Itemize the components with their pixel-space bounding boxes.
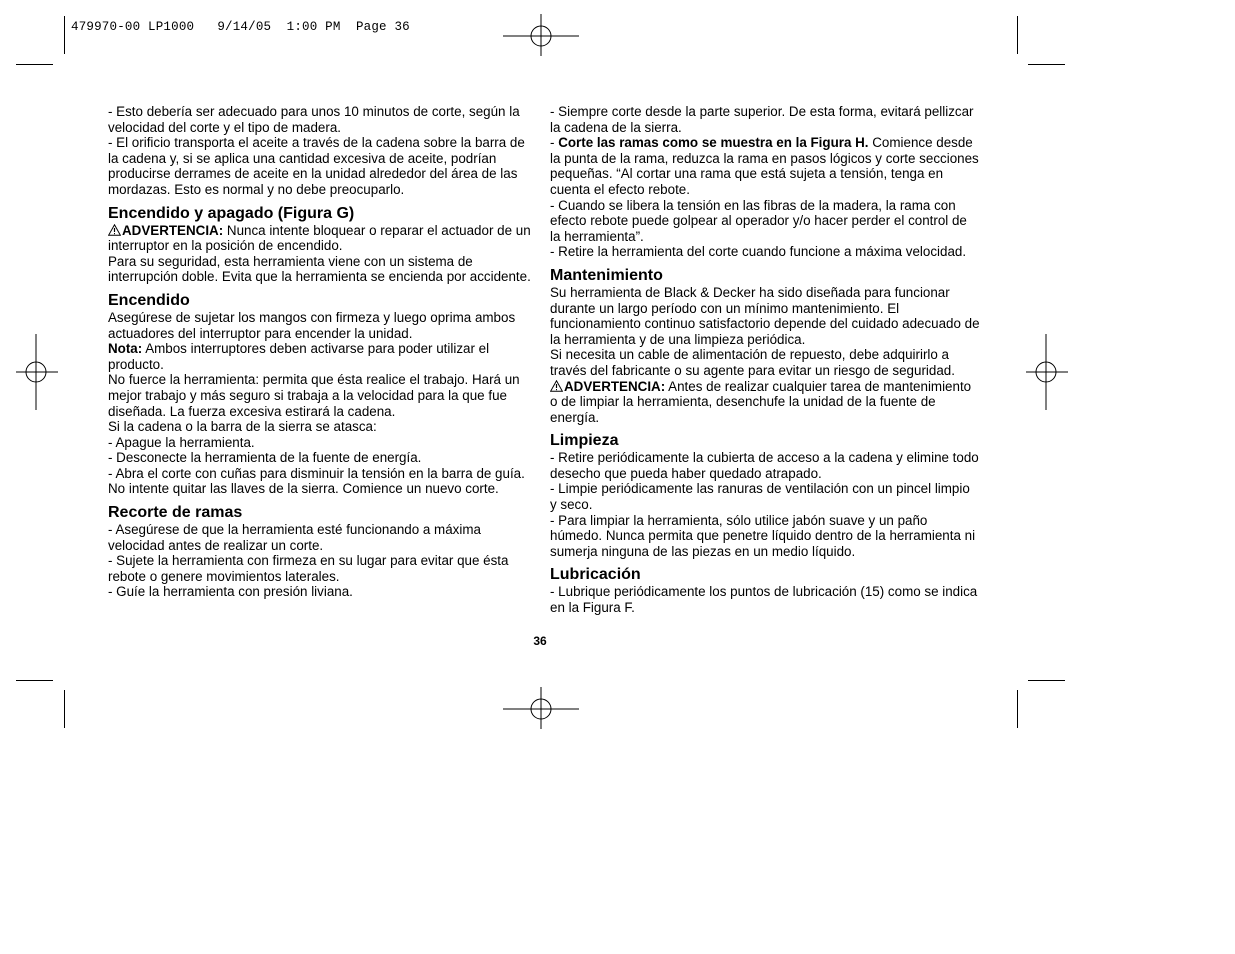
note-paragraph xyxy=(108,341,538,372)
list-item: - Sujete la herramienta con firmeza en su lugar para evitar que ésta rebote o genere movimientos laterales. xyxy=(108,553,509,584)
crop-mark xyxy=(16,64,53,65)
list-item: - Apague la herramienta. xyxy=(108,434,255,450)
bold-instruction: Corte las ramas como se muestra en la Figura H. xyxy=(558,135,869,151)
warning-paragraph xyxy=(550,379,980,426)
warning-triangle-icon xyxy=(108,224,121,236)
print-slug: 479970-00 LP1000 9/14/05 1:00 PM Page 36 xyxy=(71,20,410,34)
intro-paragraph: - El orificio transporta el aceite a través de la cadena sobre la barra de la cadena y, si se aplica una cantidad excesiva de aceite, podrían producirse derrames de aceite en la unidad alrededor del área de las mordazas. Esto es normal y no debe preocuparlo. xyxy=(108,135,525,197)
body-paragraph: Asegúrese de sujetar los mangos con firmeza y luego oprima ambos actuadores del interruptor para encender la unidad. xyxy=(108,309,516,341)
body-paragraph: Si la cadena o la barra de la sierra se atasca: xyxy=(108,419,377,435)
section-heading-switch: Encendido y apagado (Figura G) xyxy=(108,204,355,222)
list-dash: - xyxy=(550,135,559,151)
crop-mark xyxy=(64,690,65,728)
note-label: Nota: xyxy=(108,341,143,357)
list-item xyxy=(550,135,980,197)
page-number: 36 xyxy=(533,634,547,648)
registration-mark-icon xyxy=(1008,334,1084,410)
list-item: - Cuando se libera la tensión en las fibras de la madera, la rama con efecto rebote puede golpear al operador y/o hacer perder el control de la herramienta”. xyxy=(550,197,967,244)
intro-paragraph: - Esto debería ser adecuado para unos 10 minutos de corte, según la velocidad del corte y el tipo de madera. xyxy=(108,104,520,135)
crop-mark xyxy=(1028,680,1065,681)
warning-text: Nunca intente bloquear o reparar el actuador de un interruptor en la posición de encendido. xyxy=(108,222,531,254)
crop-mark xyxy=(16,680,53,681)
body-paragraph: Su herramienta de Black & Decker ha sido diseñada para funcionar durante un largo período con un mínimo mantenimiento. El funcionamiento continuo satisfactorio depende del cuidado adecuado de la herramienta y de una limpieza periódica. xyxy=(550,284,980,347)
list-item: - Lubrique periódicamente los puntos de lubricación (15) como se indica en la Figura F. xyxy=(550,584,978,616)
right-column xyxy=(550,104,980,616)
crop-mark xyxy=(1017,16,1018,54)
crop-mark xyxy=(64,16,65,54)
crop-mark xyxy=(1028,64,1065,65)
list-item: - Retire la herramienta del corte cuando funcione a máxima velocidad. xyxy=(550,244,967,260)
section-heading-cleaning: Limpieza xyxy=(550,432,619,450)
body-paragraph: No fuerce la herramienta: permita que ésta realice el trabajo. Hará un mejor trabajo y más seguro si trabaja a la velocidad para la que fue diseñada. La fuerza excesiva estirará la cadena. xyxy=(108,372,520,419)
registration-mark-icon xyxy=(503,671,579,747)
list-item: - Desconecte la herramienta de la fuente de energía. xyxy=(108,450,422,466)
list-item: - Limpie periódicamente las ranuras de ventilación con un pincel limpio y seco. xyxy=(550,481,970,513)
list-item: - Para limpiar la herramienta, sólo utilice jabón suave y un paño húmedo. Nunca permita que penetre líquido dentro de la herramienta ni sumerja ninguna de las piezas en un medio líquido. xyxy=(550,512,976,559)
body-paragraph: Para su seguridad, esta herramienta viene con un sistema de interrupción doble. Evita que la herramienta se encienda por accidente. xyxy=(108,253,531,285)
registration-mark-icon xyxy=(503,0,579,76)
warning-triangle-icon xyxy=(550,380,563,392)
warning-text: Antes de realizar cualquier tarea de mantenimiento o de limpiar la herramienta, desenchufe la unidad de la fuente de energía. xyxy=(550,378,972,425)
section-heading-maintenance: Mantenimiento xyxy=(550,266,663,284)
list-item: - Guíe la herramienta con presión liviana. xyxy=(108,584,353,600)
body-paragraph: Si necesita un cable de alimentación de repuesto, debe adquirirlo a través del fabricante o su agente para evitar un riesgo de seguridad. xyxy=(550,347,955,378)
list-item: - Retire periódicamente la cubierta de acceso a la cadena y elimine todo desecho que pueda haber quedado atrapado. xyxy=(550,450,979,481)
list-item: - Abra el corte con cuñas para disminuir la tensión en la barra de guía. No intente quitar las llaves de la sierra. Comience un nuevo corte. xyxy=(108,465,525,497)
note-text: Ambos interruptores deben activarse para poder utilizar el producto. xyxy=(108,341,490,372)
crop-mark xyxy=(1017,690,1018,728)
warning-paragraph xyxy=(108,223,538,254)
left-column xyxy=(108,104,538,600)
instruction-text: Comience desde la punta de la rama, reduzca la rama en pasos lógicos y corte secciones pequeñas. “Al cortar una rama que está sujeta a tensión, tenga en cuenta el efecto rebote. xyxy=(550,135,979,197)
list-item: - Asegúrese de que la herramienta esté funcionando a máxima velocidad antes de realizar un corte. xyxy=(108,522,481,553)
warning-label: ADVERTENCIA: xyxy=(122,222,224,238)
warning-label: ADVERTENCIA: xyxy=(564,378,666,394)
section-heading-branches: Recorte de ramas xyxy=(108,504,243,522)
list-item: - Siempre corte desde la parte superior. De esta forma, evitará pellizcar la cadena de la sierra. xyxy=(550,104,974,135)
section-heading-on: Encendido xyxy=(108,291,190,309)
registration-mark-icon xyxy=(0,334,76,410)
section-heading-lubrication: Lubricación xyxy=(550,566,641,584)
